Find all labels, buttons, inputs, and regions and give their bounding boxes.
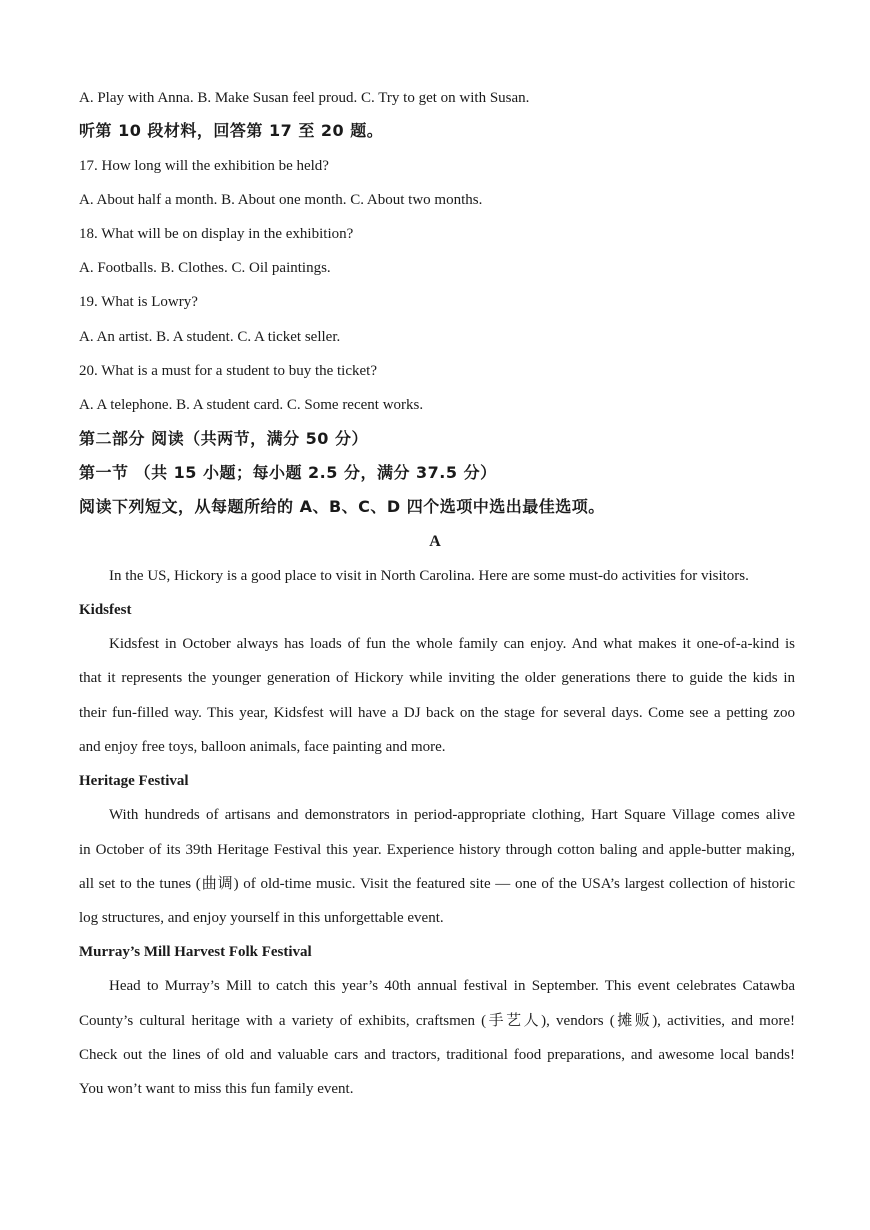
event-title-murrays-mill: Murray’s Mill Harvest Folk Festival: [79, 944, 312, 960]
murrays-mill-line: Head to Murray’s Mill to catch this year’s 40th annual festival in September. This event celebrates Catawba: [109, 978, 795, 994]
heritage-line: in October of its 39th Heritage Festival this year. Experience history through cotton baling and apple-butter making,: [79, 842, 795, 858]
kidsfest-line: and enjoy free toys, balloon animals, face painting and more.: [79, 739, 446, 755]
question-18: 18. What will be on display in the exhibition?: [79, 226, 354, 242]
murrays-mill-line: Check out the lines of old and valuable cars and tractors, traditional food preparations, and awesome local bands!: [79, 1047, 795, 1063]
kidsfest-line: Kidsfest in October always has loads of fun the whole family can enjoy. And what makes it one-of-a-kind is: [109, 636, 795, 652]
heritage-line: all set to the tunes (曲调) of old-time music. Visit the featured site — one of the USA’s largest collection of historic: [79, 876, 795, 892]
question-19: 19. What is Lowry?: [79, 294, 198, 310]
section10-heading: 听第 10 段材料，回答第 17 至 20 题。: [79, 121, 384, 140]
options-20: A. A telephone. B. A student card. C. Some recent works.: [79, 397, 424, 413]
kidsfest-line: their fun-filled way. This year, Kidsfest will have a DJ back on the stage for several days. Come see a petting zoo: [79, 705, 795, 721]
passage-intro: In the US, Hickory is a good place to visit in North Carolina. Here are some must-do activities for visitors.: [109, 568, 749, 584]
kidsfest-line: that it represents the younger generation of Hickory while inviting the older generations there to guide the kids in: [79, 670, 795, 686]
reading-instruction: 阅读下列短文，从每题所给的 A、B、C、D 四个选项中选出最佳选项。: [79, 497, 605, 516]
heritage-line: log structures, and enjoy yourself in this unforgettable event.: [79, 910, 444, 926]
options-18: A. Footballs. B. Clothes. C. Oil paintings.: [79, 260, 331, 276]
murrays-mill-line: You won’t want to miss this fun family event.: [79, 1081, 354, 1097]
event-title-heritage: Heritage Festival: [79, 773, 189, 789]
options-17: A. About half a month. B. About one month. C. About two months.: [79, 192, 483, 208]
options-19: A. An artist. B. A student. C. A ticket seller.: [79, 329, 341, 345]
reading-part-heading: 第二部分 阅读（共两节，满分 50 分）: [79, 429, 368, 448]
q16-options: A. Play with Anna. B. Make Susan feel proud. C. Try to get on with Susan.: [79, 90, 530, 106]
murrays-mill-line: County’s cultural heritage with a variety of exhibits, craftsmen (手艺人), vendors (摊贩), activities, and more!: [79, 1013, 795, 1029]
question-17: 17. How long will the exhibition be held?: [79, 158, 329, 174]
reading-section-heading: 第一节 （共 15 小题；每小题 2.5 分，满分 37.5 分）: [79, 463, 497, 482]
question-20: 20. What is a must for a student to buy the ticket?: [79, 363, 377, 379]
heritage-line: With hundreds of artisans and demonstrators in period-appropriate clothing, Hart Square Village comes alive: [109, 807, 795, 823]
event-title-kidsfest: Kidsfest: [79, 602, 132, 618]
passage-label: A: [429, 533, 441, 550]
